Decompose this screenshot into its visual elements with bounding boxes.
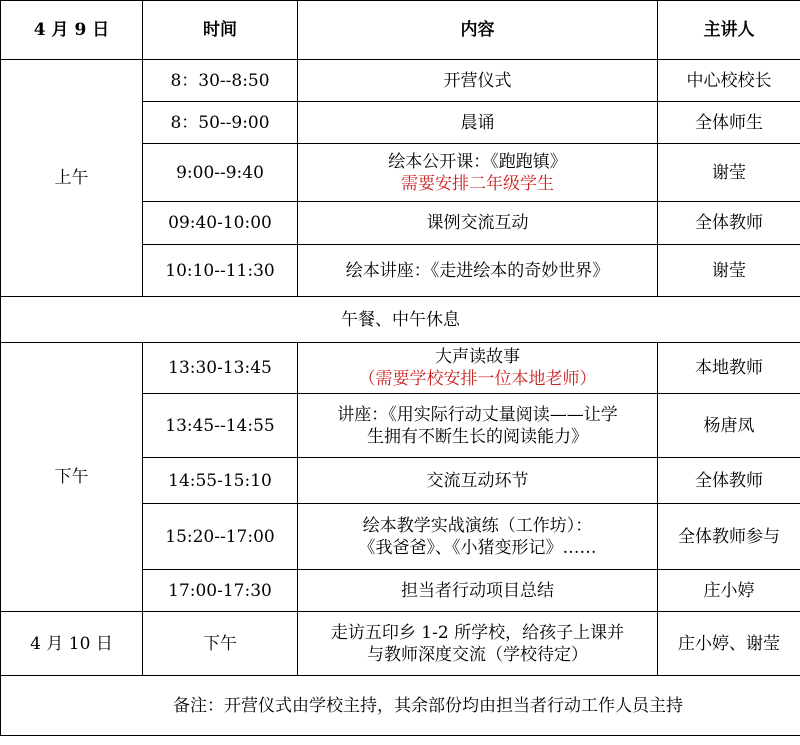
header-row <box>1 1 800 60</box>
row-speaker: 杨唐凤 <box>658 394 800 458</box>
row-content: 交流互动环节 <box>298 458 658 504</box>
row-time: 14:55-15:10 <box>143 458 298 504</box>
row-time: 17:00-17:30 <box>143 570 298 612</box>
row-time: 8：30--8:50 <box>143 60 298 102</box>
day2-date: 4 月 10 日 <box>1 612 143 676</box>
content-line: 绘本教学实战演练（工作坊）： <box>362 515 593 536</box>
row-content <box>298 612 658 676</box>
content-line: 《我爸爸》、《小猪变形记》…… <box>358 537 597 558</box>
row-speaker: 全体教师 <box>658 458 800 504</box>
row-time: 13:45--14:55 <box>143 394 298 458</box>
row-speaker: 谢莹 <box>658 144 800 202</box>
remark-row <box>1 676 800 736</box>
row-content: 绘本讲座：《走进绘本的奇妙世界》 <box>298 245 658 297</box>
row-speaker: 全体师生 <box>658 102 800 144</box>
table-row <box>1 343 800 394</box>
content-text: 绘本公开课：《跑跑镇》 <box>388 151 567 172</box>
content-note: （需要学校安排一位本地老师） <box>358 369 597 389</box>
row-time: 8：50--9:00 <box>143 102 298 144</box>
content-line: 生拥有不断生长的阅读能力》 <box>367 426 588 447</box>
content-line: 与教师深度交流（学校待定） <box>367 644 588 665</box>
row-time: 09:40-10:00 <box>143 202 298 245</box>
lunch-row <box>1 297 800 343</box>
row-content: 晨诵 <box>298 102 658 144</box>
row-content: 担当者行动项目总结 <box>298 570 658 612</box>
header-speaker: 主讲人 <box>658 1 800 60</box>
row-time: 下午 <box>143 612 298 676</box>
row-time: 13:30-13:45 <box>143 343 298 394</box>
row-speaker: 庄小婷、谢莹 <box>658 612 800 676</box>
header-date: 4 月 9 日 <box>1 1 143 60</box>
header-time: 时间 <box>143 1 298 60</box>
row-time: 9:00--9:40 <box>143 144 298 202</box>
row-speaker: 全体教师参与 <box>658 504 800 570</box>
row-content: 课例交流互动 <box>298 202 658 245</box>
row-speaker: 庄小婷 <box>658 570 800 612</box>
table-row <box>1 612 800 676</box>
row-time: 15:20--17:00 <box>143 504 298 570</box>
row-content <box>298 504 658 570</box>
row-speaker: 谢莹 <box>658 245 800 297</box>
row-content <box>298 144 658 202</box>
row-content: 开营仪式 <box>298 60 658 102</box>
content-line: 讲座：《用实际行动丈量阅读——让学 <box>337 404 618 425</box>
morning-label: 上午 <box>1 60 143 297</box>
content-text: 大声读故事 <box>435 347 520 367</box>
remark: 备注：开营仪式由学校主持，其余部份均由担当者行动工作人员主持 <box>1 676 800 736</box>
header-content: 内容 <box>298 1 658 60</box>
row-content <box>298 343 658 394</box>
content-line: 走访五印乡 1-2 所学校，给孩子上课并 <box>330 622 625 643</box>
row-speaker: 中心校校长 <box>658 60 800 102</box>
row-content <box>298 394 658 458</box>
afternoon-label: 下午 <box>1 343 143 612</box>
table-row <box>1 60 800 102</box>
row-speaker: 全体教师 <box>658 202 800 245</box>
row-speaker: 本地教师 <box>658 343 800 394</box>
lunch-break: 午餐、中午休息 <box>1 297 800 343</box>
row-time: 10:10--11:30 <box>143 245 298 297</box>
content-note: 需要安排二年级学生 <box>401 173 554 194</box>
